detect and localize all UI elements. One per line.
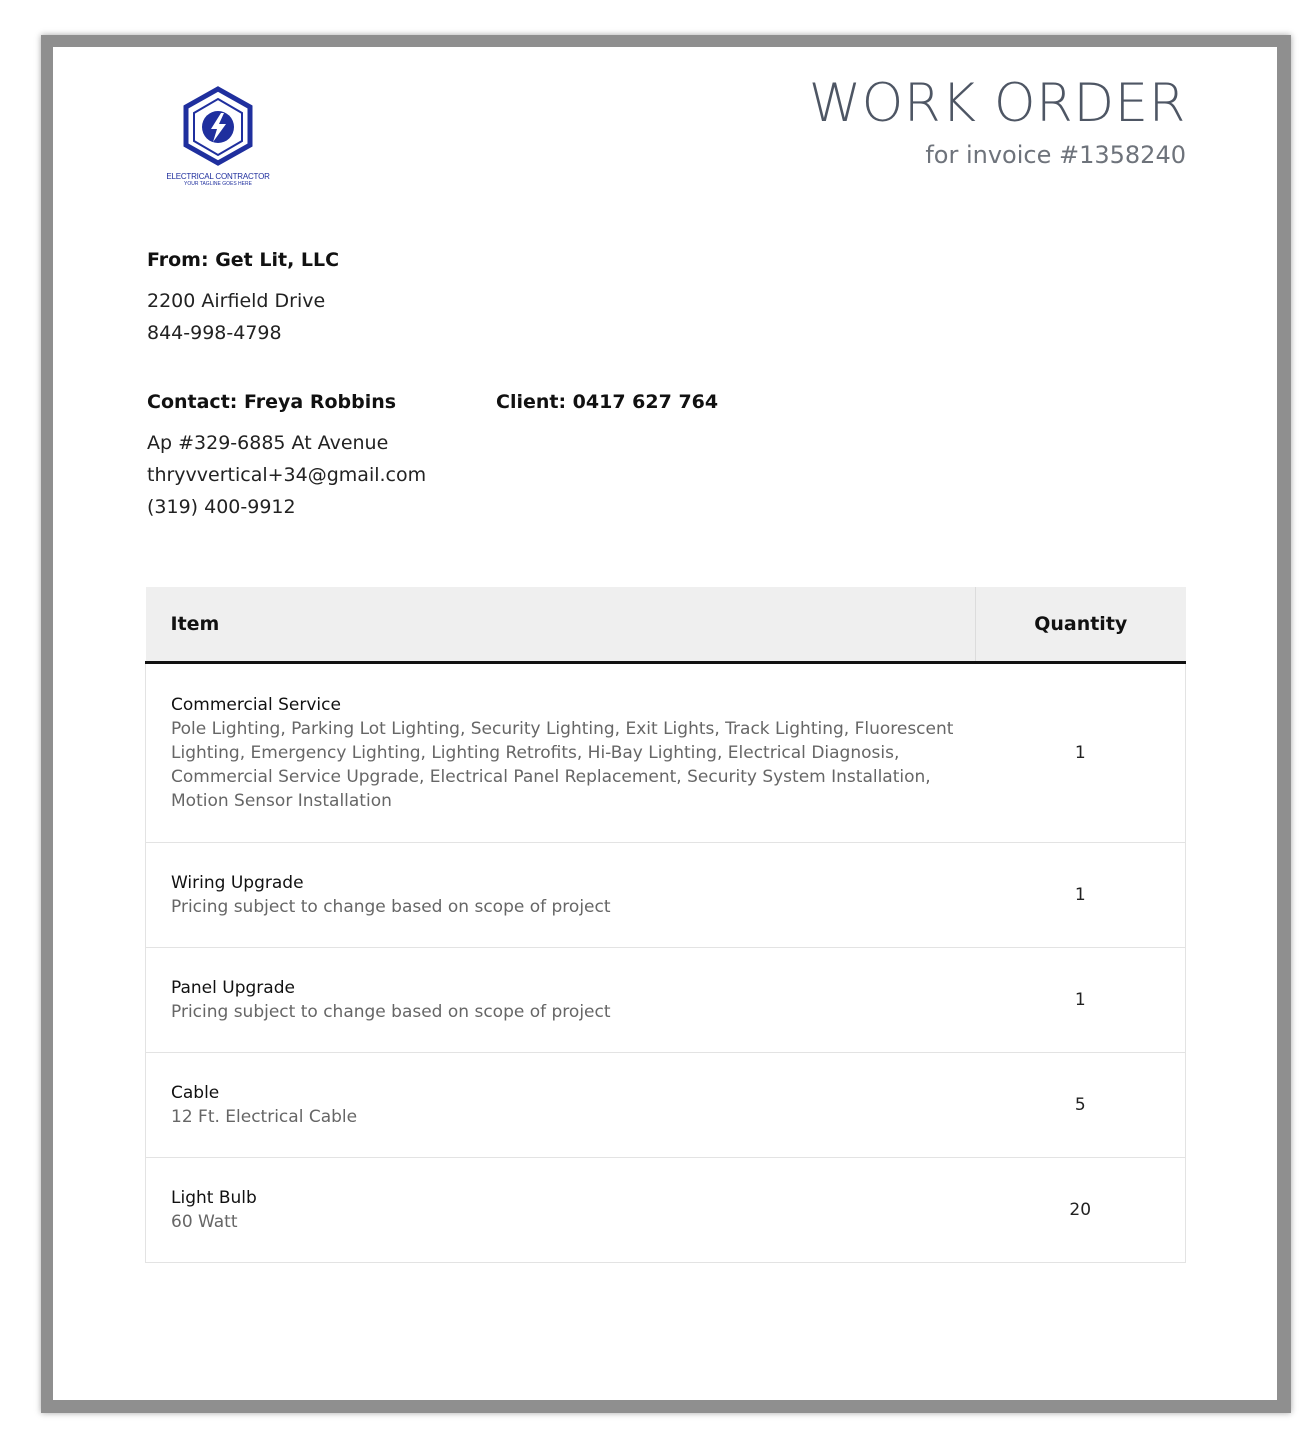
item-quantity: 5 <box>976 1053 1186 1158</box>
invoice-reference: for invoice #1358240 <box>925 141 1186 169</box>
item-name: Cable <box>171 1083 220 1103</box>
from-label: From: Get Lit, LLC <box>147 249 340 271</box>
logo-caption: ELECTRICAL CONTRACTOR <box>166 172 270 181</box>
item-description: 12 Ft. Electrical Cable <box>171 1107 358 1127</box>
table-row <box>146 1053 1186 1158</box>
logo-tagline: YOUR TAGLINE GOES HERE <box>184 181 252 187</box>
item-cell <box>146 948 976 1053</box>
item-cell <box>146 1053 976 1158</box>
item-cell <box>146 843 976 948</box>
item-cell <box>146 1158 976 1263</box>
item-quantity: 1 <box>976 843 1186 948</box>
item-name: Wiring Upgrade <box>171 873 304 893</box>
table-row <box>146 843 1186 948</box>
lightning-hexagon-icon <box>166 85 270 171</box>
table-row <box>146 1158 1186 1263</box>
item-quantity: 1 <box>976 663 1186 843</box>
item-description: 60 Watt <box>171 1212 238 1232</box>
items-table <box>145 587 1186 1263</box>
contact-phone: (319) 400-9912 <box>147 496 296 518</box>
contact-address: Ap #329-6885 At Avenue <box>147 432 389 454</box>
item-name: Panel Upgrade <box>171 978 295 998</box>
item-description: Pole Lighting, Parking Lot Lighting, Security Lighting, Exit Lights, Track Lighting, Fluorescent Lighting, Emergency Lighting, Lighting Retrofits, Hi-Bay Lighting, Electrical Diagnosis, Commercial Service Upgrade, Electrical Panel Replacement, Security System Installation, Motion Sensor Installation <box>171 719 954 811</box>
company-logo <box>166 85 270 193</box>
column-header-quantity: Quantity <box>976 587 1186 663</box>
client-label: Client: 0417 627 764 <box>496 391 719 413</box>
from-phone: 844-998-4798 <box>147 322 282 344</box>
contact-label: Contact: Freya Robbins <box>147 391 397 413</box>
from-block <box>147 249 339 349</box>
item-description: Pricing subject to change based on scope of project <box>171 1002 611 1022</box>
table-row <box>146 663 1186 843</box>
document-title: WORK ORDER <box>808 73 1186 134</box>
item-cell <box>146 663 976 843</box>
column-header-item: Item <box>146 587 976 663</box>
item-quantity: 1 <box>976 948 1186 1053</box>
client-block <box>496 391 718 427</box>
table-header-row <box>146 587 1186 663</box>
from-address: 2200 Airfield Drive <box>147 290 326 312</box>
contact-email[interactable]: thryvvertical+34@gmail.com <box>147 464 427 486</box>
item-name: Commercial Service <box>171 695 341 715</box>
item-quantity: 20 <box>976 1158 1186 1263</box>
item-description: Pricing subject to change based on scope of project <box>171 897 611 917</box>
item-name: Light Bulb <box>171 1188 257 1208</box>
table-row <box>146 948 1186 1053</box>
work-order-page <box>53 47 1277 1400</box>
contact-block <box>147 391 426 523</box>
